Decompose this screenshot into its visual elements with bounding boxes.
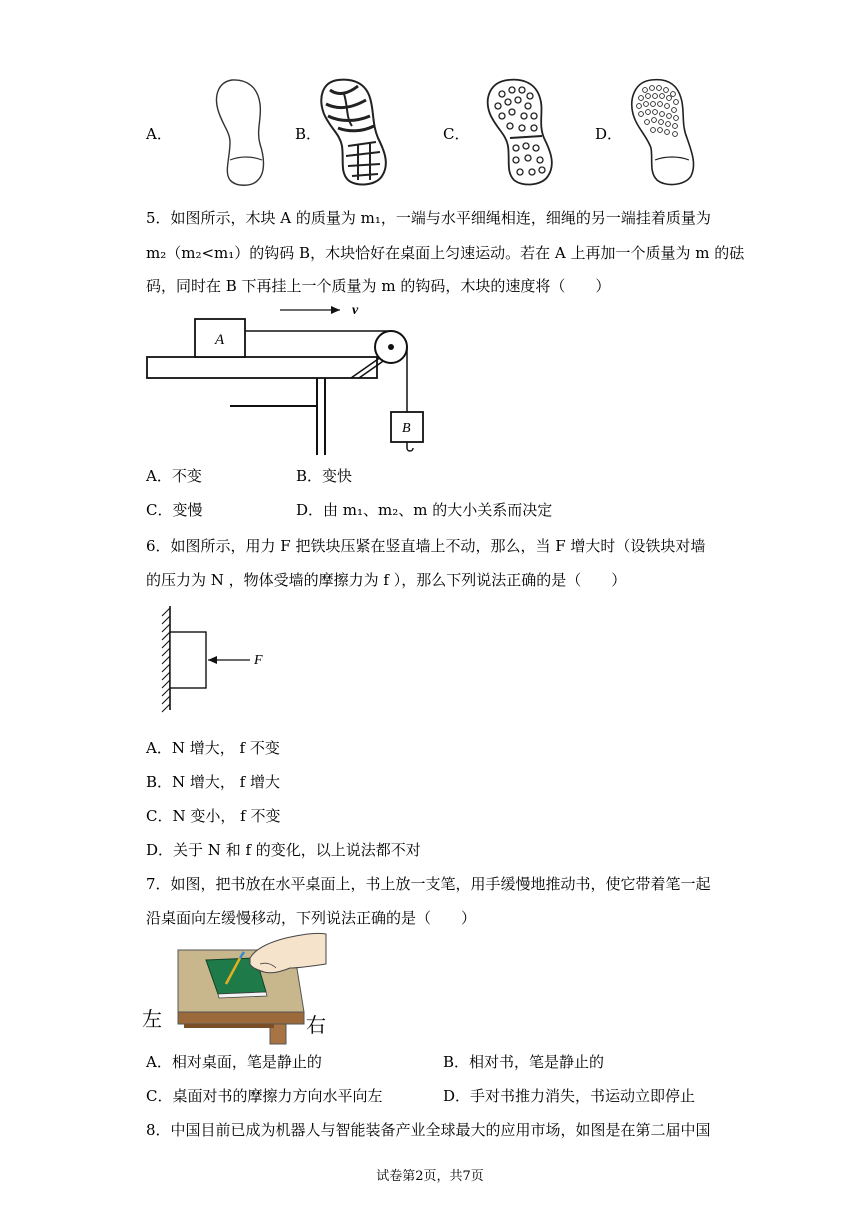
left-label: 左 [142,1007,162,1031]
q8-text-line-1: 8．中国目前已成为机器人与智能装备产业全球最大的应用市场，如图是在第二届中国 [146,1121,711,1139]
shoe-sole-treaded-icon [318,76,398,188]
option-label-a: A． [146,125,172,143]
q5-text-line-1: 5．如图所示，木块 A 的质量为 m₁，一端与水平细绳相连，细绳的另一端挂着质量为 [146,209,711,227]
q5-option-c[interactable]: C．变慢 [146,501,203,519]
q5-text-line-2: m₂（m₂<m₁）的钩码 B，木块恰好在桌面上匀速运动。若在 A 上再加一个质量为 m 的砝 [146,244,745,262]
shoe-sole-plain-icon [212,76,272,188]
option-label-b: B． [295,125,322,143]
q5-pulley-figure [145,300,445,460]
option-label-c: C． [443,125,470,143]
q7-option-b[interactable]: B．相对书，笔是静止的 [443,1053,605,1071]
iron-block [170,632,206,688]
force-label: F [254,653,263,668]
shoe-sole-dotted-icon [625,76,705,188]
q5-text-line-3: 码，同时在 B 下再挂上一个质量为 m 的钩码，木块的速度将（ ） [146,277,611,295]
q6-wall-figure [150,604,280,716]
option-label-d: D． [595,125,623,143]
block-a-label: A [215,332,225,348]
shoe-sole-studded-icon [480,76,570,188]
block-b-label: B [402,421,411,436]
q6-text-line-1: 6．如图所示，用力 F 把铁块压紧在竖直墙上不动，那么，当 F 增大时（设铁块对墙 [146,537,706,555]
q7-text-line-2: 沿桌面向左缓慢移动，下列说法正确的是（ ） [146,909,477,927]
table-top [147,357,377,378]
q6-text-line-2: 的压力为 N ，物体受墙的摩擦力为 f ），那么下列说法正确的是（ ） [146,571,627,589]
q7-book-figure [140,928,340,1048]
q6-option-a[interactable]: A．N 增大， f 不变 [146,739,280,757]
q5-option-a[interactable]: A．不变 [146,467,202,485]
q5-option-d[interactable]: D．由 m₁、m₂、m 的大小关系而决定 [296,501,553,519]
q7-option-d[interactable]: D．手对书推力消失，书运动立即停止 [443,1087,696,1105]
q7-option-c[interactable]: C．桌面对书的摩擦力方向水平向左 [146,1087,383,1105]
page-footer: 试卷第2页，共7页 [376,1169,484,1184]
q6-option-b[interactable]: B．N 增大， f 增大 [146,773,281,791]
velocity-label: v [352,303,359,318]
right-label: 右 [306,1013,326,1037]
q7-text-line-1: 7．如图，把书放在水平桌面上，书上放一支笔，用手缓慢地推动书，使它带着笔一起 [146,875,711,893]
q6-option-c[interactable]: C．N 变小， f 不变 [146,807,281,825]
q6-option-d[interactable]: D．关于 N 和 f 的变化，以上说法都不对 [146,841,421,859]
q5-option-b[interactable]: B．变快 [296,467,353,485]
q7-option-a[interactable]: A．相对桌面，笔是静止的 [146,1053,322,1071]
